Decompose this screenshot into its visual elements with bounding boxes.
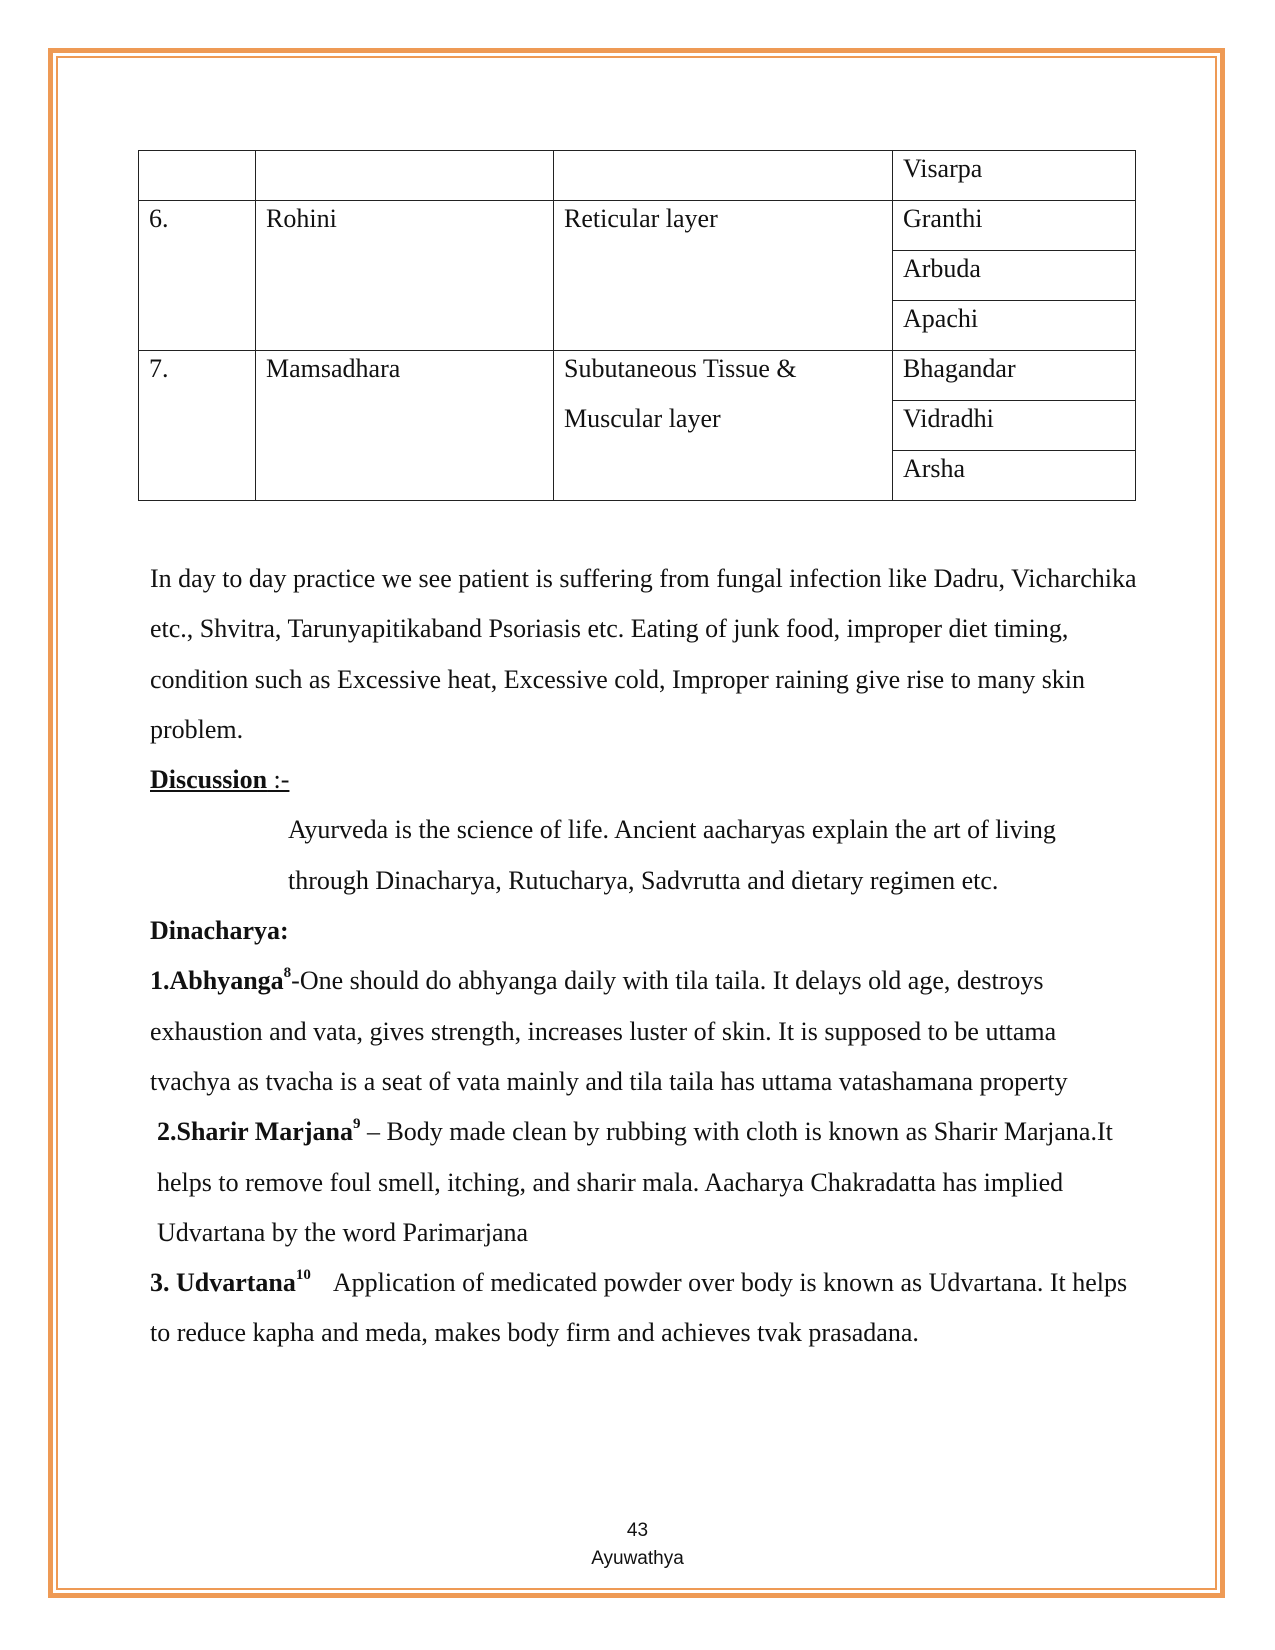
udvartana-text: Application of medicated powder over body is known as Udvartana. It helps to reduce kapha and meda, makes body firm and achieves tvak prasadana.: [150, 1268, 1128, 1348]
table-cell-number: 6.: [139, 201, 256, 351]
discussion-heading: Discussion: [150, 765, 268, 795]
discussion-paragraph: Ayurveda is the science of life. Ancient aacharyas explain the art of living through Dinacharya, Rutucharya, Sadvrutta and dietary regimen etc.: [288, 815, 1056, 895]
dinacharya-heading: Dinacharya:: [150, 916, 289, 946]
table-cell-disease: Visarpa: [893, 151, 1136, 201]
layer-line: Muscular layer: [564, 404, 721, 433]
table-row: [139, 351, 1136, 401]
table-cell-layer: [554, 151, 893, 201]
abhyanga-title: 1.Abhyanga: [150, 966, 284, 996]
marjana-text: – Body made clean by rubbing with cloth is known as Sharir Marjana.It helps to remove foul smell, itching, and sharir mala. Aacharya Chakradatta has implied Udvartana by the word Parimarjana: [157, 1117, 1113, 1247]
table-cell-disease: Bhagandar: [893, 351, 1136, 401]
marjana-paragraph: [150, 1107, 1140, 1258]
udvartana-paragraph: [150, 1258, 1140, 1359]
table-cell-disease: Arbuda: [893, 251, 1136, 301]
table-cell-disease: Arsha: [893, 451, 1136, 501]
table-row: [139, 151, 1136, 201]
skin-layers-table: [138, 150, 1136, 501]
page-number: 43: [626, 1520, 649, 1541]
table-cell-name: Rohini: [256, 201, 554, 351]
udvartana-title: 3. Udvartana: [150, 1268, 296, 1298]
table-cell-disease: Apachi: [893, 301, 1136, 351]
table-row: [139, 201, 1136, 251]
table-cell-disease: Vidradhi: [893, 401, 1136, 451]
discussion-heading-line: [150, 755, 1140, 805]
discussion-heading-suffix: :-: [267, 765, 290, 795]
article-body: [150, 554, 1140, 1359]
table-cell-layer: [554, 351, 893, 501]
table-cell-name: Mamsadhara: [256, 351, 554, 501]
reference-marker: 8: [283, 965, 292, 982]
abhyanga-paragraph: [150, 956, 1140, 1107]
intro-paragraph: In day to day practice we see patient is suffering from fungal infection like Dadru, Vicharchika etc., Shvitra, Tarunyapitikaband Psoriasis etc. Eating of junk food, improper diet timing, condition such as Excessive heat, Excessive cold, Improper raining give rise to many skin problem.: [150, 564, 1137, 744]
table-cell-number: 7.: [139, 351, 256, 501]
layer-line: Subutaneous Tissue &: [564, 354, 797, 383]
reference-marker: 10: [295, 1267, 311, 1284]
table-cell-disease: Granthi: [893, 201, 1136, 251]
journal-name: Ayuwathya: [591, 1548, 684, 1569]
table-cell-name: [256, 151, 554, 201]
table-cell-number: [139, 151, 256, 201]
marjana-title: 2.Sharir Marjana: [157, 1117, 353, 1147]
reference-marker: 9: [352, 1116, 361, 1133]
table-cell-layer: Reticular layer: [554, 201, 893, 351]
abhyanga-text: -One should do abhyanga daily with tila taila. It delays old age, destroys exhaustion and vata, gives strength, increases luster of skin. It is supposed to be uttama tvachya as tvacha is a seat of vata mainly and tila taila has uttama vatashamana property: [150, 966, 1068, 1096]
